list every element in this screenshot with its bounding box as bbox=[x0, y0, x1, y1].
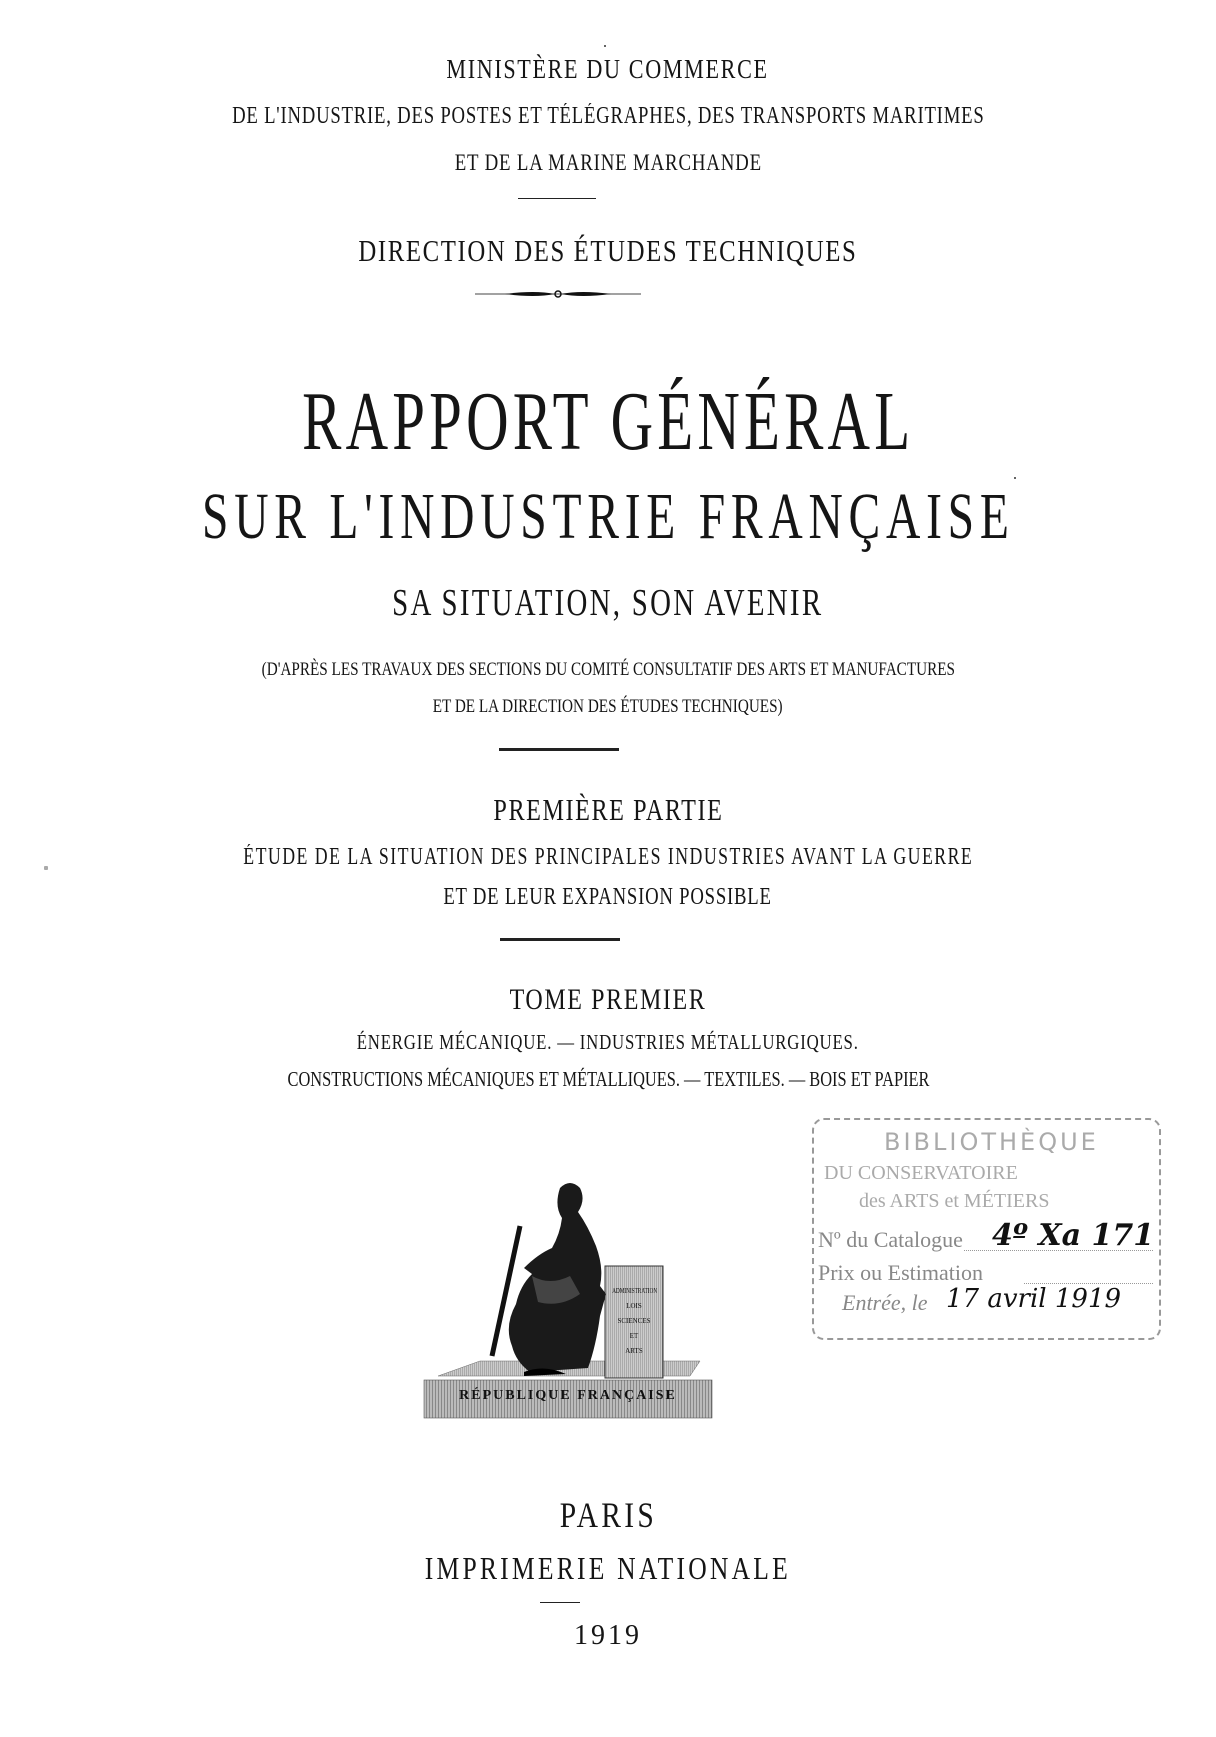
stamp-line-1: BIBLIOTHÈQUE bbox=[884, 1128, 1099, 1156]
note-line-2-text: ET DE LA DIRECTION DES ÉTUDES TECHNIQUES) bbox=[433, 696, 783, 717]
scan-speck bbox=[604, 45, 606, 47]
ministry-line-1-text: MINISTÈRE DU COMMERCE bbox=[446, 54, 770, 84]
title-line-2 bbox=[0, 479, 1216, 555]
stamp-entry-label: Entrée, le bbox=[842, 1290, 928, 1315]
note-line-1-text: (D'APRÈS LES TRAVAUX DES SECTIONS DU COMITÉ CONSULTATIF DES ARTS ET MANUFACTURES bbox=[261, 659, 955, 680]
imprint-city-text: PARIS bbox=[559, 1495, 657, 1535]
emblem-book-text bbox=[605, 1284, 663, 1359]
direction-heading bbox=[0, 233, 1216, 269]
stamp-line-2: DU CONSERVATOIRE bbox=[824, 1162, 1018, 1184]
ministry-line-3 bbox=[0, 150, 1216, 176]
imprint-city bbox=[0, 1494, 1216, 1536]
part-heading bbox=[0, 792, 1216, 828]
scan-speck bbox=[1014, 477, 1016, 479]
part-line-2 bbox=[0, 884, 1216, 911]
title-line-1 bbox=[0, 373, 1216, 470]
ornament-divider bbox=[475, 288, 641, 300]
tome-line-1 bbox=[0, 1030, 1216, 1055]
subtitle bbox=[0, 581, 1216, 625]
title-line-1-text: RAPPORT GÉNÉRAL bbox=[301, 375, 915, 468]
direction-heading-text: DIRECTION DES ÉTUDES TECHNIQUES bbox=[358, 233, 858, 268]
ministry-line-3-text: ET DE LA MARINE MARCHANDE bbox=[454, 150, 762, 175]
emblem-base-text: RÉPUBLIQUE FRANÇAISE bbox=[459, 1388, 677, 1403]
tome-heading-text: TOME PREMIER bbox=[509, 983, 707, 1016]
divider-rule bbox=[540, 1602, 580, 1603]
ministry-line-2 bbox=[0, 103, 1216, 130]
tome-heading bbox=[0, 983, 1216, 1017]
book-line: ET bbox=[629, 1332, 639, 1340]
part-line-1 bbox=[0, 844, 1216, 871]
imprint-year bbox=[0, 1620, 1216, 1652]
stamp-price-label: Prix ou Estimation bbox=[818, 1260, 983, 1285]
part-line-1-text: ÉTUDE DE LA SITUATION DES PRINCIPALES INDUSTRIES AVANT LA GUERRE bbox=[242, 844, 974, 870]
divider-rule bbox=[500, 938, 620, 941]
tome-line-2 bbox=[0, 1067, 1216, 1092]
stamp-dotted-line bbox=[1024, 1283, 1153, 1284]
library-stamp bbox=[812, 1118, 1161, 1340]
part-heading-text: PREMIÈRE PARTIE bbox=[493, 792, 723, 827]
stamp-line-3: des ARTS et MÉTIERS bbox=[859, 1190, 1050, 1212]
book-line: SCIENCES bbox=[617, 1317, 651, 1325]
part-line-2-text: ET DE LEUR EXPANSION POSSIBLE bbox=[443, 884, 773, 910]
subtitle-text: SA SITUATION, SON AVENIR bbox=[392, 582, 824, 624]
note-line-2 bbox=[0, 696, 1216, 718]
ministry-line-2-text: DE L'INDUSTRIE, DES POSTES ET TÉLÉGRAPHES, DES TRANSPORTS MARITIMES bbox=[231, 103, 985, 129]
tome-line-1-text: ÉNERGIE MÉCANIQUE. — INDUSTRIES MÉTALLURGIQUES. bbox=[357, 1030, 859, 1054]
imprint-printer bbox=[0, 1550, 1216, 1587]
divider-rule bbox=[518, 198, 596, 199]
stamp-dotted-line bbox=[964, 1250, 1153, 1251]
republique-emblem bbox=[420, 1176, 716, 1421]
title-line-2-text: SUR L'INDUSTRIE FRANÇAISE bbox=[201, 480, 1015, 553]
imprint-year-text: 1919 bbox=[574, 1620, 642, 1651]
marianne-figure-icon bbox=[420, 1176, 716, 1421]
stamp-catalogue-value: 4º Xa 171 bbox=[992, 1218, 1155, 1253]
book-line: ARTS bbox=[625, 1347, 643, 1355]
scan-speck bbox=[44, 866, 48, 870]
note-line-1 bbox=[0, 659, 1216, 681]
imprint-printer-text: IMPRIMERIE NATIONALE bbox=[424, 1550, 792, 1586]
tome-line-2-text: CONSTRUCTIONS MÉCANIQUES ET MÉTALLIQUES. — TEXTILES. — BOIS ET PAPIER bbox=[287, 1067, 929, 1091]
ministry-line-1 bbox=[0, 54, 1216, 85]
stamp-catalogue-label: Nº du Catalogue bbox=[818, 1227, 963, 1252]
book-line: ADMINISTRATION bbox=[612, 1287, 658, 1295]
book-line: LOIS bbox=[626, 1302, 642, 1310]
divider-rule bbox=[499, 748, 619, 751]
stamp-entry-value: 17 avril 1919 bbox=[946, 1284, 1122, 1314]
